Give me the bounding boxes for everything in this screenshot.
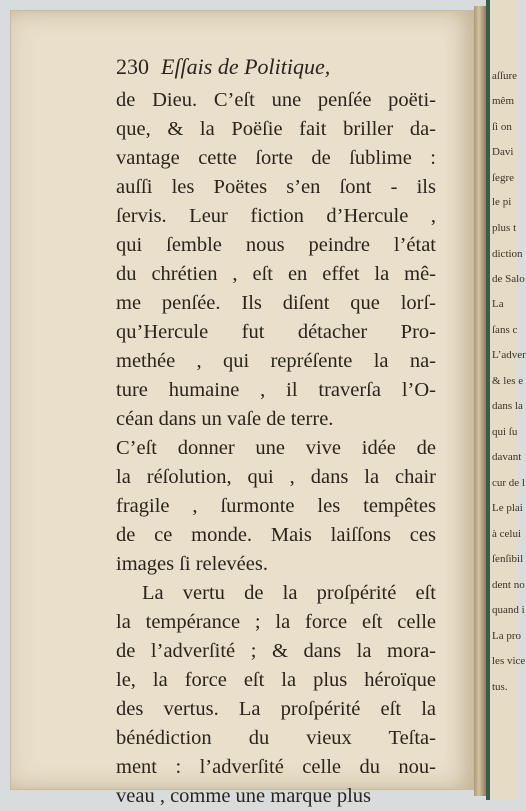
text-line: de Dieu. C’eſt une penſée poëti- <box>116 89 436 111</box>
text-line: ſervis. Leur fiction d’Hercule , <box>116 205 436 227</box>
text-line: le, la force eſt la plus héroïque <box>116 669 436 691</box>
text-line: vantage cette ſorte de ſublime : <box>116 147 436 169</box>
text-line: images ſi relevées. <box>116 553 268 575</box>
right-page-fragment: aſſure <box>492 70 518 82</box>
right-page-fragment: plus t <box>492 222 517 234</box>
text-line: céan dans un vaſe de terre. <box>116 408 334 430</box>
right-page-fragment: L’adver <box>492 349 526 361</box>
text-line: qu’Hercule fut détacher Pro- <box>116 321 436 343</box>
right-page-fragment: Davi <box>492 146 514 158</box>
text-line: des vertus. La proſpérité eſt la <box>116 698 436 720</box>
book-gutter <box>474 6 486 796</box>
text-line: de l’adverſité ; & dans la mora- <box>116 640 436 662</box>
text-line: de ce monde. Mais laiſſons ces <box>116 524 436 546</box>
text-line: que, & la Poëſie fait briller da- <box>116 118 436 140</box>
right-page-fragment: dans la <box>492 400 523 412</box>
right-page-fragment: ſi on <box>492 121 512 133</box>
right-page-fragment: dent no <box>492 579 525 591</box>
right-page-fragment: à celui <box>492 528 522 540</box>
right-page-fragment: les vice <box>492 655 526 667</box>
text-line: C’eſt donner une vive idée de <box>116 437 436 459</box>
right-page-fragment: quand i <box>492 604 525 616</box>
right-page-fragment: ſenſibil <box>492 553 524 565</box>
right-page-fragment: tus. <box>492 681 508 693</box>
text-line: ture humaine , il traverſa l’O- <box>116 379 436 401</box>
right-page-fragment: diction <box>492 248 523 260</box>
right-page-fragment: davant <box>492 451 522 463</box>
right-page-fragment: cur de l <box>492 477 525 489</box>
right-page-fragment: de Salo <box>492 273 525 285</box>
right-page-fragment: La <box>492 298 504 310</box>
text-line: bénédiction du vieux Teſta- <box>116 727 436 749</box>
right-page-fragment: Le plai <box>492 502 523 514</box>
right-page-fragment: mêm <box>492 95 514 107</box>
running-title: Eſſais de Politique, <box>161 54 331 79</box>
right-page-fragment: & les e <box>492 375 524 387</box>
right-page-fragment: le pi <box>492 196 512 208</box>
text-line: du chrétien , eſt en effet la mê- <box>116 263 436 285</box>
text-line: ment : l’adverſité celle du nou- <box>116 756 436 778</box>
running-header <box>116 48 436 86</box>
text-lines <box>116 86 436 811</box>
text-line: la tempérance ; la force eſt celle <box>116 611 436 633</box>
text-line: veau , comme une marque plus <box>116 785 372 807</box>
right-page-fragment: La pro <box>492 630 522 642</box>
text-line: fragile , ſurmonte les tempêtes <box>116 495 436 517</box>
text-line: me penſée. Ils diſent que lorſ- <box>116 292 436 314</box>
text-line: qui ſemble nous peindre l’état <box>116 234 436 256</box>
right-page-fragment: qui ſu <box>492 426 518 438</box>
text-line: La vertu de la proſpérité eſt <box>142 582 436 604</box>
page-text <box>116 48 436 811</box>
binding-strip <box>486 0 490 800</box>
text-line: la réſolution, qui , dans la chair <box>116 466 436 488</box>
right-page-fragment: ſegre <box>492 172 514 184</box>
right-page-fragment: ſans c <box>492 324 518 336</box>
text-line: methée , qui repréſente la na- <box>116 350 436 372</box>
page-number: 230 <box>116 54 149 79</box>
text-line: auſſi les Poëtes s’en ſont - ils <box>116 176 436 198</box>
